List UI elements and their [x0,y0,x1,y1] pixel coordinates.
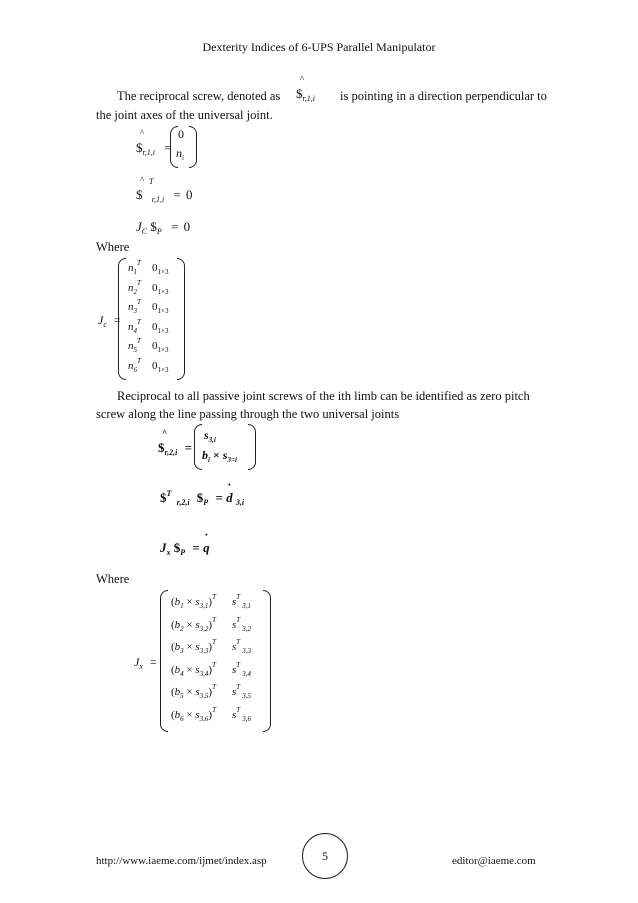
equals-sign: = [173,187,181,202]
subscript-r1i: r,1,i [302,94,315,103]
paragraph-1-line-2: the joint axes of the universal joint. [96,108,273,122]
equals-sign: = [192,540,200,555]
zero-value: 0 [183,219,191,234]
jc-row-zero-5: $0_{1\times 3}$ [152,340,169,354]
screw-dollar: $ [150,219,157,234]
jx-row-cross-3: $(b_3 \times s_{3,3})^T$ [171,638,216,655]
equation-screw-r2i [158,428,193,457]
d-dot [226,481,236,505]
paragraph-2-line-1: Reciprocal to all passive joint screws of the ith limb can be identified as zero pitch [117,389,530,403]
jx-row-cross-2: $(b_2 \times s_{3,2})^T$ [171,615,216,633]
screw-dollar: $ [296,86,303,101]
equation-jc-dollar-p [136,219,190,235]
zero-value: 0 [186,187,193,202]
hat-mark: ^ [300,74,305,84]
hat-mark: ^ [140,128,145,138]
jc-row-zero-4: $0_{1\times 3}$ [152,320,169,335]
running-header: Dexterity Indices of 6-UPS Parallel Manipulator [202,40,436,54]
jx-row-s-2: $s^T_{3,2}$ [232,615,251,633]
equals-sign: = [113,313,121,327]
subscript-C: C [141,227,148,236]
s-symbol: s [222,448,228,462]
jx-row-s-4: $s^T_{3,4}$ [232,660,251,678]
jc-row-zero-6: $0_{1\times 3}$ [152,359,169,374]
jc-row-zero-1: $0_{1\times 3}$ [152,262,169,276]
n-symbol: n [176,146,182,160]
screw-dollar: $ [160,490,167,505]
where-label-1: Where [96,240,130,254]
equals-sign: = [171,219,179,234]
dot-mark: • [228,481,231,489]
jx-left-paren [160,590,168,732]
dot-mark: • [205,531,208,539]
footer-email-link[interactable]: editor@iaeme.com [452,855,536,867]
J-symbol: J [134,655,140,669]
jx-row-cross-6: $(b_6 \times s_{3,6})^T$ [171,705,216,723]
jx-row-cross-1: $(b_1 \times s_{3,1})^T$ [171,593,216,610]
jc-left-paren [118,258,126,380]
paragraph-2-line-2: screw along the line passing through the two universal joints [96,407,400,421]
screw-dollar: $ [173,540,181,555]
screw-dollar: $ [136,140,143,155]
jc-right-paren [177,258,185,380]
equals-sign: = [215,490,223,505]
J-symbol: J [160,540,167,555]
subscript-3eqi: 3=i [227,456,237,464]
subscript-3i: 3,i [208,436,216,444]
subscript-P: P [156,227,162,236]
subscript-x: x [139,662,143,671]
J-symbol: J [136,219,142,234]
jc-row-n-4: $n_4^T$ [128,317,141,335]
screw-dollar: $ [136,187,143,202]
jx-row-s-6: $s^T_{3,6}$ [232,705,251,723]
subscript-r1i: r,1,i [142,148,155,157]
equation-screw-transpose [136,175,193,204]
left-paren [194,424,202,470]
s-symbol: s [204,428,209,442]
jc-row-n-5: $n_5^T$ [128,337,141,354]
paragraph-1-line-1-start: The reciprocal screw, denoted as [117,89,281,103]
jc-row-n-3: $n_3^T$ [128,298,141,315]
equals-sign: = [184,440,193,455]
footer-url-link[interactable]: http://www.iaeme.com/ijmet/index.asp [96,855,267,867]
jx-right-paren [263,590,271,732]
jx-label [134,655,157,670]
jc-row-n-6: $n_6^T$ [128,356,141,374]
hat-mark: ^ [162,428,168,438]
superscript-T: T [166,489,172,498]
subscript-x: x [166,548,171,557]
b-symbol: b [202,448,208,462]
vector-bottom-b-cross-s [202,448,237,463]
subscript-P: P [180,548,186,557]
equation-screw-r1i [136,128,172,157]
q-symbol: q [203,540,210,555]
cross-symbol: × [212,448,220,462]
d-symbol: d [226,490,233,505]
screw-dollar: $ [158,440,165,455]
vector-bottom-n [176,146,184,161]
subscript-r2i: r,2,i [176,498,190,507]
jc-row-zero-2: $0_{1\times 3}$ [152,281,169,296]
paragraph-1-line-1-end: is pointing in a direction perpendicular to [340,89,547,103]
q-dot [203,531,210,555]
right-paren [189,126,197,168]
hat-mark: ^ [140,175,145,185]
subscript-i: i [208,456,210,464]
reciprocal-screw-inline-symbol [296,74,315,103]
jx-row-s-5: $s^T_{3,5}$ [232,683,251,700]
subscript-c: c [103,320,107,329]
equals-sign: = [149,655,157,669]
jx-row-s-1: $s^T_{3,1}$ [232,593,251,610]
subscript-3i: 3,i [235,498,245,507]
subscript-r1i: r,1,i [151,195,165,204]
page-number: 5 [302,833,348,879]
right-paren [248,424,256,470]
jx-row-cross-5: $(b_5 \times s_{3,5})^T$ [171,683,216,700]
J-symbol: J [98,313,104,327]
jx-row-cross-4: $(b_4 \times s_{3,4})^T$ [171,660,216,678]
equation-jx [160,531,210,557]
vector-top-zero: 0 [178,127,184,141]
screw-dollar: $ [196,490,204,505]
subscript-i: i [182,154,184,162]
vector-top-s3i [204,428,216,443]
superscript-T: T [149,177,154,186]
jc-row-zero-3: $0_{1\times 3}$ [152,301,169,315]
subscript-r2i: r,2,i [164,448,178,457]
subscript-P: P [203,498,209,507]
equation-screw-velocity [160,481,245,507]
jx-row-s-3: $s^T_{3,3}$ [232,638,251,655]
jc-row-n-2: $n_2^T$ [128,278,141,296]
where-label-2: Where [96,572,130,586]
jc-row-n-1: $n_1^T$ [128,259,141,276]
equals-sign: = [164,140,172,155]
